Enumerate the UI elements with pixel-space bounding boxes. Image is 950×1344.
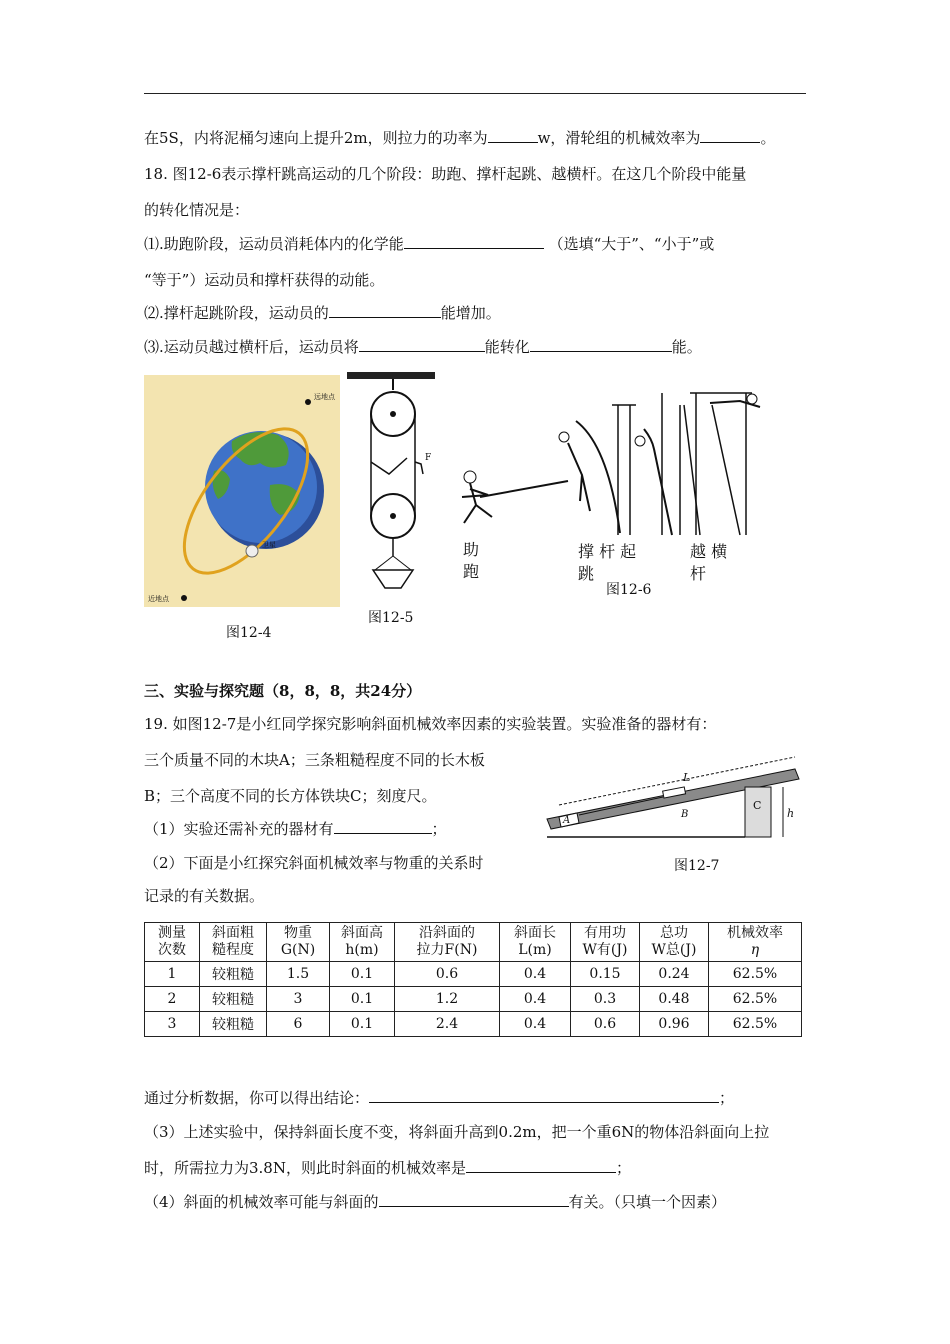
figure-caption: 图12-7 — [674, 858, 720, 874]
earth-orbit-figure — [144, 375, 340, 607]
table-header: 总功 W总(J) — [640, 923, 709, 962]
figure-caption: 图12-6 — [606, 582, 652, 598]
text-line: 三个质量不同的木块A；三条粗糙程度不同的长木板 — [144, 751, 485, 769]
question-19-4: （4）斜面的机械效率可能与斜面的 有关。（只填一个因素） — [144, 1193, 727, 1211]
question-18: 18. 图12-6表示撑杆跳高运动的几个阶段：助跑、撑杆起跳、越横杆。在这几个阶段中能量 — [144, 165, 747, 183]
question-18-2: ⑵.撑杆起跳阶段，运动员的 能增加。 — [144, 304, 501, 322]
table-header: 沿斜面的 拉力F(N) — [395, 923, 500, 962]
iron-block-C — [745, 787, 771, 837]
over-label-top: 越 横 — [690, 542, 728, 561]
pulley-figure — [345, 370, 437, 592]
pole-run — [480, 481, 568, 497]
question-19: 19. 如图12-7是小红同学探究影响斜面机械效率因素的实验装置。实验准备的器材有： — [144, 715, 717, 733]
over-label-bottom: 杆 — [690, 564, 707, 583]
near-point-label: 近地点 — [148, 595, 169, 603]
conclusion-line: 通过分析数据，你可以得出结论： ； — [144, 1089, 735, 1107]
run-label-top: 助 — [463, 540, 480, 559]
pole-vault-figure — [440, 385, 780, 545]
question-19-1: （1）实验还需补充的器材有 ； — [144, 820, 447, 838]
section-heading: 三、实验与探究题（8，8，8，共24分） — [144, 682, 422, 700]
text-line: 时，所需拉力为3.8N，则此时斜面的机械效率是 ； — [144, 1159, 631, 1177]
question-19-3: （3）上述实验中，保持斜面长度不变，将斜面升高到0.2m，把一个重6N的物体沿斜面向上拉 — [144, 1123, 770, 1141]
table-header: 斜面长 L(m) — [500, 923, 571, 962]
question-18-3: ⑶.运动员越过横杆后，运动员将 能转化 能。 — [144, 338, 702, 356]
table-header: 测量 次数 — [145, 923, 200, 962]
figure-caption: 图12-4 — [226, 625, 272, 641]
table-row: 2 较粗糙 3 0.1 1.2 0.4 0.3 0.48 62.5% — [145, 987, 802, 1012]
jump-label-top: 撑 杆 起 — [578, 542, 637, 561]
vaulter-rise-icon — [635, 436, 645, 446]
table-header: 机械效率 η — [709, 923, 802, 962]
ceiling — [347, 372, 435, 379]
satellite-icon — [246, 545, 258, 557]
table-row: 1 较粗糙 1.5 0.1 0.6 0.4 0.15 0.24 62.5% — [145, 962, 802, 987]
svg-text:B: B — [681, 809, 689, 820]
svg-text:L: L — [683, 771, 691, 784]
table-header: 有用功 W有(J) — [571, 923, 640, 962]
near-point-dot — [181, 595, 187, 601]
vaulter-takeoff-icon — [559, 432, 569, 442]
svg-text:A: A — [563, 815, 571, 826]
svg-text:C: C — [753, 799, 762, 812]
figure-caption: 图12-5 — [368, 610, 414, 626]
far-point-label: 远地点 — [314, 393, 335, 401]
text-line: 记录的有关数据。 — [144, 887, 265, 905]
force-label: F — [425, 453, 432, 463]
table-header: 斜面高 h(m) — [330, 923, 395, 962]
header-rule — [144, 93, 806, 94]
run-label-bottom: 跑 — [463, 562, 480, 581]
text-line: B；三个高度不同的长方体铁块C；刻度尺。 — [144, 787, 437, 805]
question-19-2: （2）下面是小红探究斜面机械效率与物重的关系时 — [144, 854, 484, 872]
runner-icon — [464, 471, 476, 483]
satellite-label: 卫星 — [262, 541, 276, 549]
jump-label-bottom: 跳 — [578, 564, 595, 583]
table-row: 3 较粗糙 6 0.1 2.4 0.4 0.6 0.96 62.5% — [145, 1012, 802, 1037]
table-header: 斜面粗 糙程度 — [200, 923, 267, 962]
question-18-1: ⑴.助跑阶段，运动员消耗体内的化学能 （选填“大于”、“小于”或 — [144, 235, 715, 253]
text-line: 的转化情况是： — [144, 201, 250, 219]
incline-figure — [545, 755, 807, 843]
far-point-dot — [305, 399, 311, 405]
svg-text:h: h — [787, 807, 795, 820]
bucket-icon — [373, 570, 413, 588]
data-table — [144, 922, 802, 1037]
text-line: 在5S，内将泥桶匀速向上提升2m，则拉力的功率为 w，滑轮组的机械效率为 。 — [144, 129, 776, 147]
text-line: “等于”）运动员和撑杆获得的动能。 — [144, 271, 385, 289]
table-header: 物重 G(N) — [267, 923, 330, 962]
